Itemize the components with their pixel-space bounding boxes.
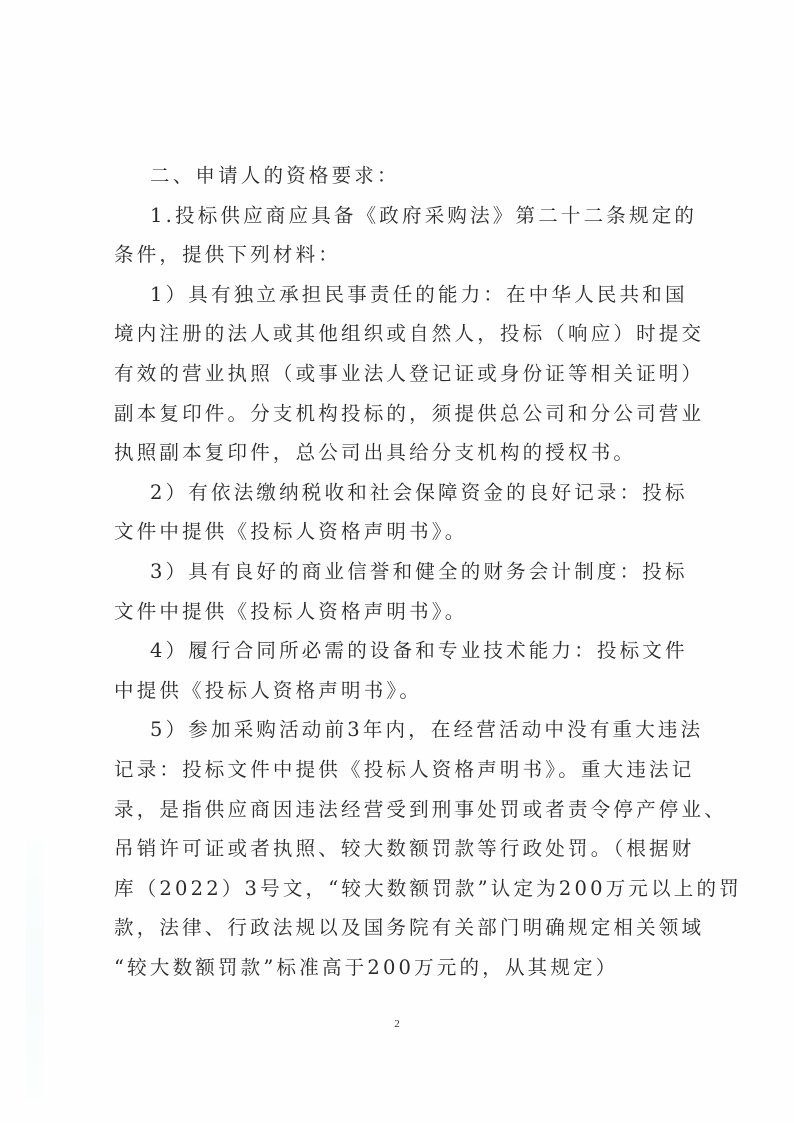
paragraph-line: 录，是指供应商因违法经营受到刑事处罚或者责令停产停业、 [114,797,727,821]
section-heading: 二、申请人的资格要求： [150,164,400,187]
page-number: 2 [394,1018,400,1030]
paragraph-line: 1.投标供应商应具备《政府采购法》第二十二条规定的 [150,203,698,227]
paragraph-line: 3）具有良好的商业信誉和健全的财务会计制度：投标 [150,559,688,583]
paragraph-line: 2）有依法缴纳税收和社会保障资金的良好记录：投标 [150,480,688,504]
paragraph-line: 记录：投标文件中提供《投标人资格声明书》。重大违法记 [114,757,695,781]
paragraph-line: 5）参加采购活动前3年内，在经营活动中没有重大违法 [150,718,704,742]
paragraph-line: 1）具有独立承担民事责任的能力：在中华人民共和国 [150,282,688,306]
paragraph-line: 条件，提供下列材料： [114,243,342,267]
paragraph-line: 有效的营业执照（或事业法人登记证或身份证等相关证明） [114,361,705,385]
paragraph-line: 副本复印件。分支机构投标的，须提供总公司和分公司营业 [114,401,705,425]
paragraph-line: 4）履行合同所必需的设备和专业技术能力：投标文件 [150,639,688,663]
paragraph-line: 境内注册的法人或其他组织或自然人，投标（响应）时提交 [114,322,705,346]
paragraph-line: 吊销许可证或者执照、较大数额罚款等行政处罚。（根据财 [114,837,695,861]
paragraph-line: 文件中提供《投标人资格声明书》。 [114,599,468,623]
paragraph-line: 款，法律、行政法规以及国务院有关部门明确规定相关领域 [114,916,705,940]
paragraph-line: 中提供《投标人资格声明书》。 [114,678,423,702]
document-body [114,156,742,987]
paragraph-line: 库（2022）3号文，“较大数额罚款”认定为200万元以上的罚 [114,876,742,900]
paragraph-line: 执照副本复印件，总公司出具给分支机构的授权书。 [114,441,637,465]
paragraph-line: 文件中提供《投标人资格声明书》。 [114,520,468,544]
scan-artifact [26,840,44,1100]
paragraph-line: “较大数额罚款”标准高于200万元的，从其规定） [114,955,619,979]
